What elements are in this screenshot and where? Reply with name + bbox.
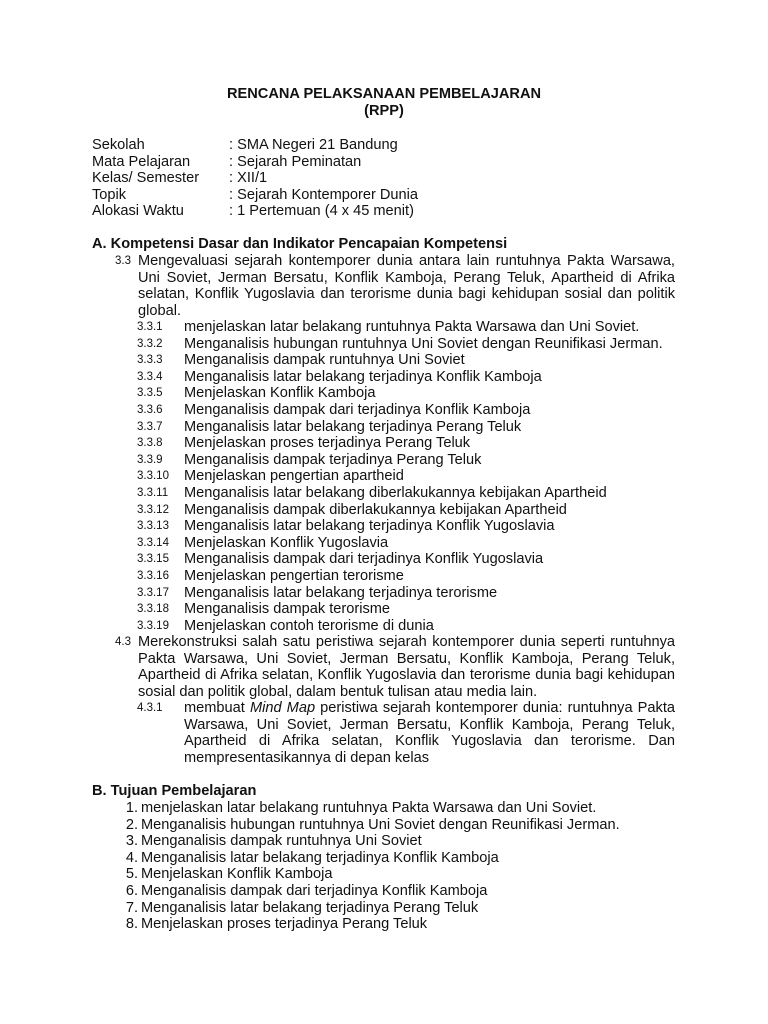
indicator-text: Menjelaskan proses terjadinya Perang Teluk bbox=[184, 435, 471, 452]
indicator-text: Menganalisis latar belakang terjadinya Konflik Kamboja bbox=[184, 368, 542, 385]
indicator-number: 3.3.3 bbox=[137, 354, 163, 367]
list-item bbox=[137, 385, 677, 402]
item-text: Menganalisis hubungan runtuhnya Uni Soviet dengan Reunifikasi Jerman. bbox=[141, 816, 620, 833]
info-value: : Sejarah Kontemporer Dunia bbox=[229, 186, 419, 203]
list-item bbox=[137, 502, 677, 519]
list-item bbox=[115, 850, 675, 867]
section-a-heading: A. Kompetensi Dasar dan Indikator Pencapaian Kompetensi bbox=[92, 236, 508, 252]
item-number: 1. bbox=[125, 800, 138, 816]
kd-number: 4.3 bbox=[115, 636, 131, 648]
indicator-text: Menganalisis dampak terjadinya Perang Teluk bbox=[184, 451, 482, 468]
list-item bbox=[115, 833, 675, 850]
indicator-number: 3.3.14 bbox=[137, 536, 169, 549]
indicator-number: 3.3.13 bbox=[137, 520, 169, 533]
item-text: Menganalisis dampak dari terjadinya Konflik Kamboja bbox=[141, 882, 488, 899]
identity-block bbox=[92, 137, 692, 220]
section-b-heading: B. Tujuan Pembelajaran bbox=[92, 783, 257, 799]
indicator-text-part: membuat bbox=[184, 700, 250, 716]
indicator-text: Menganalisis dampak diberlakukannya kebijakan Apartheid bbox=[184, 501, 567, 518]
document-title: RENCANA PELAKSANAAN PEMBELAJARAN bbox=[226, 86, 542, 102]
item-text: Menjelaskan Konflik Kamboja bbox=[141, 866, 333, 883]
list-item bbox=[137, 585, 677, 602]
list-item bbox=[137, 402, 677, 419]
list-item bbox=[137, 700, 675, 766]
indicator-number: 3.3.2 bbox=[137, 337, 163, 350]
list-item bbox=[115, 883, 675, 900]
info-label: Topik bbox=[92, 186, 127, 203]
indicator-text: Menganalisis dampak dari terjadinya Konflik Yugoslavia bbox=[184, 551, 544, 568]
list-item bbox=[115, 900, 675, 917]
indicator-4-3-1 bbox=[137, 700, 675, 766]
item-number: 3. bbox=[125, 833, 138, 850]
indicator-text: Menjelaskan pengertian apartheid bbox=[184, 468, 404, 485]
indicator-number: 3.3.18 bbox=[137, 603, 169, 616]
item-number: 2. bbox=[125, 816, 138, 833]
indicator-number: 3.3.15 bbox=[137, 553, 169, 566]
list-item bbox=[137, 535, 677, 552]
tujuan-list bbox=[115, 800, 675, 933]
list-item bbox=[115, 817, 675, 834]
item-number: 6. bbox=[125, 882, 138, 899]
item-number: 4. bbox=[125, 849, 138, 866]
indicator-text: Menjelaskan pengertian terorisme bbox=[184, 567, 404, 584]
indicator-number: 3.3.7 bbox=[137, 420, 163, 433]
item-number: 8. bbox=[125, 916, 138, 933]
indicator-number: 3.3.17 bbox=[137, 586, 169, 599]
indicator-text: Menganalisis latar belakang diberlakukannya kebijakan Apartheid bbox=[184, 484, 607, 501]
indicator-number: 3.3.9 bbox=[137, 453, 163, 466]
document-subtitle: (RPP) bbox=[364, 103, 404, 119]
kd-3-3 bbox=[115, 253, 675, 319]
list-item bbox=[137, 452, 677, 469]
info-value: : 1 Pertemuan (4 x 45 menit) bbox=[229, 203, 414, 220]
list-item bbox=[115, 800, 675, 817]
indicator-text: Menganalisis latar belakang terjadinya terorisme bbox=[184, 584, 498, 601]
indicator-number: 3.3.16 bbox=[137, 569, 169, 582]
indicator-text: Menjelaskan Konflik Yugoslavia bbox=[184, 534, 389, 551]
info-label: Kelas/ Semester bbox=[92, 170, 200, 187]
indicator-number: 3.3.12 bbox=[137, 503, 169, 516]
item-text: Menjelaskan proses terjadinya Perang Teluk bbox=[141, 916, 428, 933]
indicator-number: 3.3.10 bbox=[137, 470, 169, 483]
kd-text: Merekonstruksi salah satu peristiwa sejarah kontemporer dunia seperti runtuhnya Pakta Warsawa, Uni Soviet, Jerman Bersatu, Konflik Kamboja, Perang Teluk, Apartheid di Afrika selatan, Konflik Yugoslavia dan terorisme dunia bagi kehidupan sosial dan politik global, dalam bentuk tulisan atau media lain. bbox=[138, 634, 675, 700]
indicator-text: Menjelaskan Konflik Kamboja bbox=[184, 385, 376, 402]
list-item bbox=[115, 866, 675, 883]
indicator-text: Menganalisis hubungan runtuhnya Uni Soviet dengan Reunifikasi Jerman. bbox=[184, 335, 663, 352]
indicator-text: Menganalisis latar belakang terjadinya Perang Teluk bbox=[184, 418, 522, 435]
info-value: : SMA Negeri 21 Bandung bbox=[229, 137, 398, 153]
list-item bbox=[137, 369, 677, 386]
indicator-text: Menganalisis latar belakang terjadinya Konflik Yugoslavia bbox=[184, 518, 555, 535]
indicator-number: 3.3.11 bbox=[137, 486, 169, 499]
indicator-text: Menganalisis dampak dari terjadinya Konflik Kamboja bbox=[184, 401, 531, 418]
list-item bbox=[137, 336, 677, 353]
indicator-number: 4.3.1 bbox=[137, 702, 163, 714]
info-label: Mata Pelajaran bbox=[92, 153, 191, 170]
indicator-number: 3.3.4 bbox=[137, 370, 163, 383]
list-item bbox=[137, 518, 677, 535]
item-text: Menganalisis latar belakang terjadinya Konflik Kamboja bbox=[141, 849, 499, 866]
indicator-list-3 bbox=[137, 319, 677, 634]
list-item bbox=[137, 419, 677, 436]
indicator-text: Menjelaskan contoh terorisme di dunia bbox=[184, 617, 434, 634]
indicator-number: 3.3.19 bbox=[137, 619, 169, 632]
info-value: : XII/1 bbox=[229, 170, 268, 187]
list-item bbox=[137, 319, 677, 336]
info-row-kelas-semester bbox=[92, 170, 692, 187]
indicator-text: menjelaskan latar belakang runtuhnya Pakta Warsawa dan Uni Soviet. bbox=[184, 319, 640, 335]
list-item bbox=[115, 916, 675, 933]
info-label: Sekolah bbox=[92, 137, 145, 153]
kd-number: 3.3 bbox=[115, 255, 131, 267]
info-value: : Sejarah Peminatan bbox=[229, 153, 362, 170]
indicator-number: 3.3.1 bbox=[137, 321, 163, 333]
item-text: Menganalisis latar belakang terjadinya Perang Teluk bbox=[141, 899, 479, 916]
indicator-number: 3.3.8 bbox=[137, 437, 163, 450]
list-item bbox=[137, 352, 677, 369]
list-item bbox=[137, 468, 677, 485]
list-item bbox=[137, 618, 677, 635]
list-item bbox=[137, 485, 677, 502]
mind-map-term: Mind Map bbox=[249, 700, 316, 716]
indicator-text bbox=[184, 700, 675, 766]
info-label: Alokasi Waktu bbox=[92, 203, 184, 220]
list-item bbox=[137, 435, 677, 452]
indicator-text: Menganalisis dampak terorisme bbox=[184, 601, 391, 618]
info-row-alokasi-waktu bbox=[92, 203, 692, 220]
item-number: 7. bbox=[125, 899, 138, 916]
kd-text: Mengevaluasi sejarah kontemporer dunia antara lain runtuhnya Pakta Warsawa, Uni Soviet, Jerman Bersatu, Konflik Kamboja, Perang Teluk, Apartheid di Afrika selatan, Konflik Yugoslavia dan terorisme dunia bagi kehidupan sosial dan politik global. bbox=[138, 253, 675, 319]
indicator-number: 3.3.5 bbox=[137, 387, 163, 400]
indicator-number: 3.3.6 bbox=[137, 403, 163, 416]
indicator-text: Menganalisis dampak runtuhnya Uni Soviet bbox=[184, 352, 465, 369]
list-item bbox=[137, 568, 677, 585]
list-item bbox=[137, 551, 677, 568]
item-text: Menganalisis dampak runtuhnya Uni Soviet bbox=[141, 833, 422, 850]
kd-4-3 bbox=[115, 634, 675, 700]
info-row-topik bbox=[92, 187, 692, 204]
item-number: 5. bbox=[125, 866, 138, 883]
indicator-text-part: peristiwa sejarah kontemporer dunia: runtuhnya Pakta Warsawa, Uni Soviet, Jerman Bersatu, Konflik Kamboja, Perang Teluk, Apartheid di Afrika selatan, Konflik Yugoslavia dan terorisme. Dan mempresentasikannya di depan kelas bbox=[184, 700, 676, 766]
info-row-sekolah bbox=[92, 137, 692, 154]
list-item bbox=[137, 601, 677, 618]
info-row-mata-pelajaran bbox=[92, 154, 692, 171]
item-text: menjelaskan latar belakang runtuhnya Pakta Warsawa dan Uni Soviet. bbox=[141, 800, 597, 816]
